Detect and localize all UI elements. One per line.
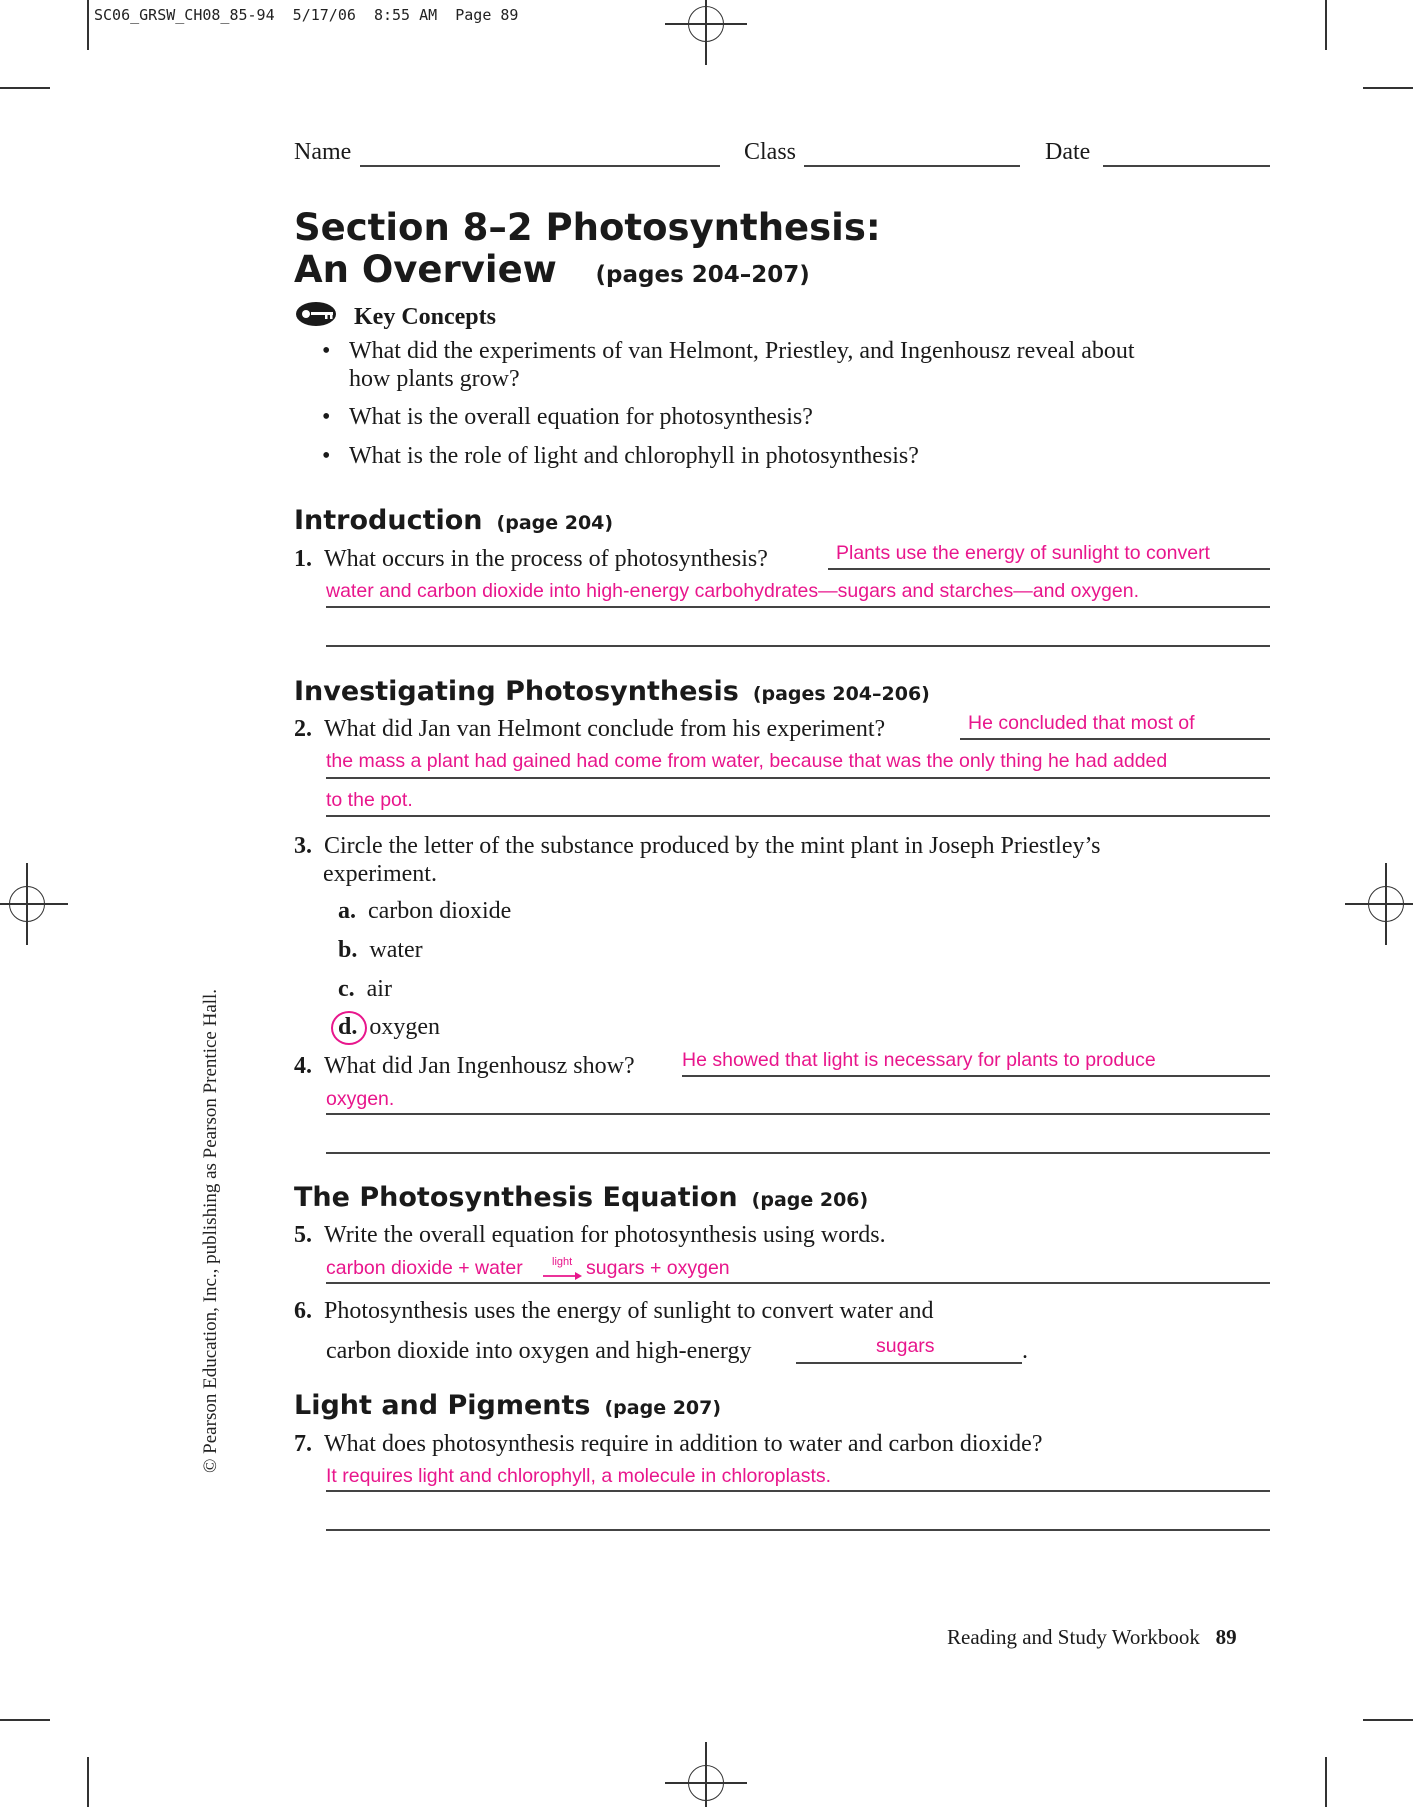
answer-line[interactable] <box>326 815 1270 817</box>
name-field[interactable] <box>360 165 720 167</box>
question-number: 6. <box>294 1298 312 1324</box>
copyright-notice: © Pearson Education, Inc., publishing as Pearson Prentice Hall. <box>200 988 221 1473</box>
option-letter: c. <box>338 976 355 1002</box>
option-text: air <box>366 976 392 1002</box>
option-letter: a. <box>338 898 356 924</box>
crop-mark <box>0 87 50 89</box>
question-7 <box>294 1431 1042 1458</box>
section-title: The Photosynthesis Equation <box>294 1182 738 1213</box>
registration-mark-icon <box>688 6 724 42</box>
question-2 <box>294 716 885 743</box>
key-concepts-heading: Key Concepts <box>354 304 496 330</box>
question-text: Photosynthesis uses the energy of sunlight to convert water and <box>324 1298 934 1324</box>
answer-1-line-1: Plants use the energy of sunlight to convert <box>836 542 1210 564</box>
page-footer <box>947 1625 1237 1650</box>
answer-line[interactable] <box>326 1282 1270 1284</box>
answer-line[interactable] <box>326 1152 1270 1154</box>
key-icon <box>295 301 339 334</box>
answer-7-line-1: It requires light and chlorophyll, a molecule in chloroplasts. <box>326 1465 832 1487</box>
title-pages: (pages 204–207) <box>595 262 810 288</box>
answer-line[interactable] <box>326 1113 1270 1115</box>
crop-mark <box>87 0 89 50</box>
answer-line[interactable] <box>828 568 1270 570</box>
date-label: Date <box>1045 139 1091 165</box>
registration-mark-icon <box>9 886 45 922</box>
question-3-cont: experiment. <box>323 861 437 887</box>
question-text: What does photosynthesis require in addition to water and carbon dioxide? <box>324 1431 1043 1457</box>
option-letter: d. <box>338 1014 358 1040</box>
option-a[interactable] <box>338 898 511 925</box>
section-heading-introduction <box>294 505 613 536</box>
answer-5-left: carbon dioxide + water <box>326 1257 523 1279</box>
answer-line[interactable] <box>796 1362 1022 1364</box>
question-text: Write the overall equation for photosynthesis using words. <box>324 1222 886 1248</box>
section-pages: (page 206) <box>751 1189 869 1211</box>
crop-mark <box>87 1757 89 1807</box>
answer-line[interactable] <box>682 1075 1270 1077</box>
page-title <box>294 207 881 296</box>
answer-line[interactable] <box>326 606 1270 608</box>
crop-mark <box>1363 87 1413 89</box>
answer-2-line-3: to the pot. <box>326 789 413 811</box>
option-text: water <box>369 937 423 963</box>
question-text: What occurs in the process of photosynthesis? <box>324 546 768 572</box>
title-line-2 <box>294 249 881 296</box>
question-3 <box>294 833 1100 860</box>
crop-mark <box>1325 0 1327 50</box>
bullet-icon: • <box>322 443 331 469</box>
title-line-2-text: An Overview <box>294 248 557 291</box>
section-heading-equation <box>294 1182 868 1213</box>
class-field[interactable] <box>804 165 1020 167</box>
answer-5-arrow-label: light <box>552 1256 573 1268</box>
section-pages: (page 207) <box>604 1397 722 1419</box>
bullet-icon: • <box>322 404 331 430</box>
question-text: What did Jan Ingenhousz show? <box>324 1053 635 1079</box>
section-title: Light and Pigments <box>294 1390 591 1421</box>
date-field[interactable] <box>1103 165 1270 167</box>
question-4 <box>294 1053 635 1080</box>
answer-6: sugars <box>876 1335 935 1357</box>
question-number: 7. <box>294 1431 312 1457</box>
section-heading-light <box>294 1390 721 1421</box>
question-6 <box>294 1298 933 1325</box>
answer-line[interactable] <box>960 738 1270 740</box>
footer-label: Reading and Study Workbook <box>947 1625 1200 1649</box>
question-number: 4. <box>294 1053 312 1079</box>
question-6-period: . <box>1022 1338 1028 1364</box>
answer-1-line-2: water and carbon dioxide into high-energy carbohydrates—sugars and starches—and oxygen. <box>326 580 1139 602</box>
bullet-icon: • <box>322 338 331 364</box>
print-slug: SC06_GRSW_CH08_85-94 5/17/06 8:55 AM Page 89 <box>94 6 519 24</box>
question-1 <box>294 546 768 573</box>
answer-4-line-1: He showed that light is necessary for plants to produce <box>682 1049 1156 1071</box>
crop-mark <box>0 1719 50 1721</box>
answer-circle <box>331 1011 367 1045</box>
section-title: Introduction <box>294 505 483 536</box>
key-concept-1: What did the experiments of van Helmont, Priestley, and Ingenhousz reveal about <box>349 338 1135 364</box>
title-line-1: Section 8–2 Photosynthesis: <box>294 206 881 249</box>
question-number: 5. <box>294 1222 312 1248</box>
key-concept-2: What is the overall equation for photosynthesis? <box>349 404 813 430</box>
registration-mark-icon <box>688 1765 724 1801</box>
question-number: 3. <box>294 833 312 859</box>
answer-2-line-2: the mass a plant had gained had come from water, because that was the only thing he had added <box>326 750 1168 772</box>
option-text: carbon dioxide <box>368 898 512 924</box>
answer-5-right: sugars + oxygen <box>586 1257 730 1279</box>
question-text: Circle the letter of the substance produced by the mint plant in Joseph Priestley’s <box>324 833 1101 859</box>
answer-line[interactable] <box>326 1490 1270 1492</box>
class-label: Class <box>744 139 797 165</box>
question-number: 1. <box>294 546 312 572</box>
key-concept-1-cont: how plants grow? <box>349 366 520 392</box>
answer-line[interactable] <box>326 777 1270 779</box>
option-c[interactable] <box>338 976 392 1003</box>
page-number: 89 <box>1215 1625 1237 1649</box>
section-pages: (pages 204–206) <box>752 683 930 705</box>
question-number: 2. <box>294 716 312 742</box>
option-letter: b. <box>338 937 358 963</box>
answer-4-line-2: oxygen. <box>326 1088 395 1110</box>
question-6-cont: carbon dioxide into oxygen and high-energy <box>326 1338 752 1364</box>
key-concept-3: What is the role of light and chlorophyll in photosynthesis? <box>349 443 919 469</box>
section-pages: (page 204) <box>496 512 614 534</box>
option-text: oxygen <box>369 1014 441 1040</box>
option-b[interactable] <box>338 937 423 964</box>
crop-mark <box>1325 1757 1327 1807</box>
section-title: Investigating Photosynthesis <box>294 676 739 707</box>
reaction-arrow-icon <box>543 1268 583 1286</box>
answer-line[interactable] <box>326 645 1270 647</box>
question-5 <box>294 1222 886 1249</box>
question-text: What did Jan van Helmont conclude from his experiment? <box>324 716 886 742</box>
answer-line[interactable] <box>326 1529 1270 1531</box>
registration-mark-icon <box>1368 886 1404 922</box>
name-label: Name <box>294 139 352 165</box>
section-heading-investigating <box>294 676 930 707</box>
crop-mark <box>1363 1719 1413 1721</box>
answer-2-line-1: He concluded that most of <box>968 712 1195 734</box>
